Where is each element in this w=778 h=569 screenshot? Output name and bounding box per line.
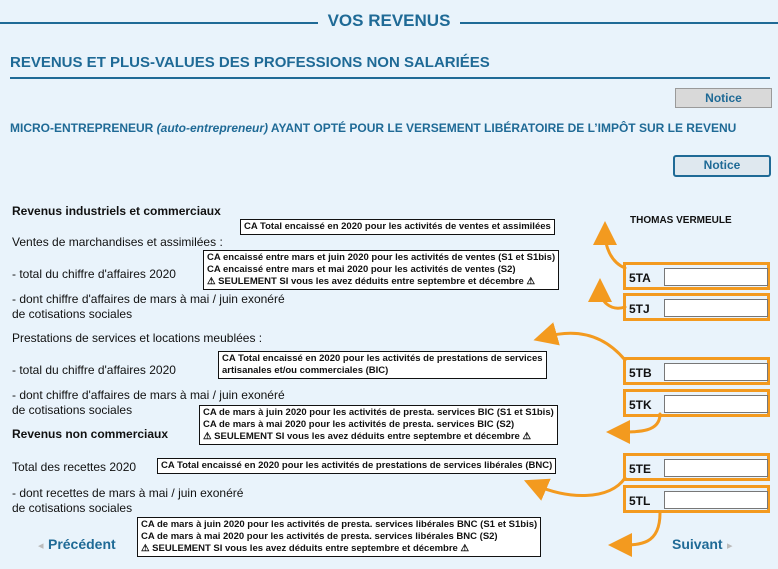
next-button[interactable]	[672, 536, 733, 554]
previous-label: Précédent	[47, 536, 116, 552]
arrow-5te	[535, 478, 625, 495]
total-ca-ventes-label: - total du chiffre d'affaires 2020	[12, 267, 176, 281]
callout-5tk-line3: ⚠ SEULEMENT SI vous les avez déduits entre septembre et décembre ⚠	[203, 431, 531, 442]
ventes-label: Ventes de marchandises et assimilées :	[12, 235, 223, 249]
field-code-5te: 5TE	[629, 462, 652, 476]
callout-5tk-line2: CA de mars à mai 2020 pour les activités de presta. services BIC (S2)	[203, 419, 515, 430]
callout-5tk-line1: CA de mars à juin 2020 pour les activités de presta. services BIC (S1 et S1bis)	[203, 407, 554, 418]
field-code-5tk: 5TK	[629, 398, 652, 412]
callout-5tl-line1: CA de mars à juin 2020 pour les activités de presta. services libérales BNC (S1 et S1bis)	[141, 519, 538, 530]
dont-recettes-line1: - dont recettes de mars à mai / juin exonéré	[12, 486, 244, 500]
callout-5tj-line2: CA encaissé entre mars et mai 2020 pour les activités de ventes (S2)	[207, 264, 516, 275]
arrow-5tk	[618, 414, 660, 432]
arrow-5tl	[620, 513, 660, 545]
section-title: REVENUS ET PLUS-VALUES DES PROFESSIONS NON SALARIÉES	[10, 54, 490, 71]
dont-ca-prestations-line1: - dont chiffre d'affaires de mars à mai / juin exonéré	[12, 388, 285, 402]
field-code-5ta: 5TA	[629, 271, 651, 285]
bnc-heading: Revenus non commerciaux	[12, 427, 169, 441]
arrow-5ta	[605, 233, 625, 268]
prestations-label: Prestations de services et locations meublées :	[12, 331, 263, 345]
total-recettes-label: Total des recettes 2020	[12, 460, 137, 474]
page-title: VOS REVENUS	[318, 11, 461, 30]
callout-5tl-line2: CA de mars à mai 2020 pour les activités de presta. services libérales BNC (S2)	[141, 531, 498, 542]
notice-button-micro[interactable]: Notice	[673, 155, 771, 177]
previous-button[interactable]	[38, 536, 116, 554]
taxpayer-name: THOMAS VERMEULE	[630, 215, 732, 226]
dont-ca-ventes-line1: - dont chiffre d'affaires de mars à mai / juin exonéré	[12, 292, 285, 306]
next-label: Suivant	[672, 536, 723, 552]
arrow-5tb	[545, 333, 625, 360]
callout-5ta: CA Total encaissé en 2020 pour les activités de ventes et assimilées	[240, 219, 555, 235]
field-code-5tl: 5TL	[629, 494, 651, 508]
dont-ca-ventes-line2: de cotisations sociales	[12, 307, 133, 321]
field-code-5tb: 5TB	[629, 366, 652, 380]
dont-recettes-line2: de cotisations sociales	[12, 501, 133, 515]
callout-5tj-line3: ⚠ SEULEMENT SI vous les avez déduits entre septembre et décembre ⚠	[207, 276, 535, 287]
bic-heading: Revenus industriels et commerciaux	[12, 204, 221, 218]
chevron-left-icon: ◂	[38, 540, 44, 552]
callout-5tb-line2: artisanales et/ou commerciales (BIC)	[222, 365, 389, 376]
dont-ca-prestations-line2: de cotisations sociales	[12, 403, 133, 417]
field-code-5tj: 5TJ	[629, 302, 650, 316]
callout-5tl-line3: ⚠ SEULEMENT SI vous les avez déduits entre septembre et décembre ⚠	[141, 543, 469, 554]
notice-button-section[interactable]: Notice	[675, 88, 772, 108]
callout-5tj-line1: CA encaissé entre mars et juin 2020 pour les activités de ventes (S1 et S1bis)	[207, 252, 556, 263]
micro-title-start: MICRO-ENTREPRENEUR	[10, 121, 157, 135]
callout-5tb-line1: CA Total encaissé en 2020 pour les activités de prestations de services	[222, 353, 543, 364]
callout-5te: CA Total encaissé en 2020 pour les activités de prestations de services libérales (BNC)	[157, 458, 556, 474]
total-ca-prestations-label: - total du chiffre d'affaires 2020	[12, 363, 176, 377]
arrow-5tj	[600, 290, 625, 308]
micro-title-italic: (auto-entrepreneur)	[156, 121, 269, 135]
chevron-right-icon: ▸	[727, 540, 733, 552]
micro-title-end: AYANT OPTÉ POUR LE VERSEMENT LIBÉRATOIRE DE L’IMPÔT SUR LE REVENU	[268, 121, 737, 135]
